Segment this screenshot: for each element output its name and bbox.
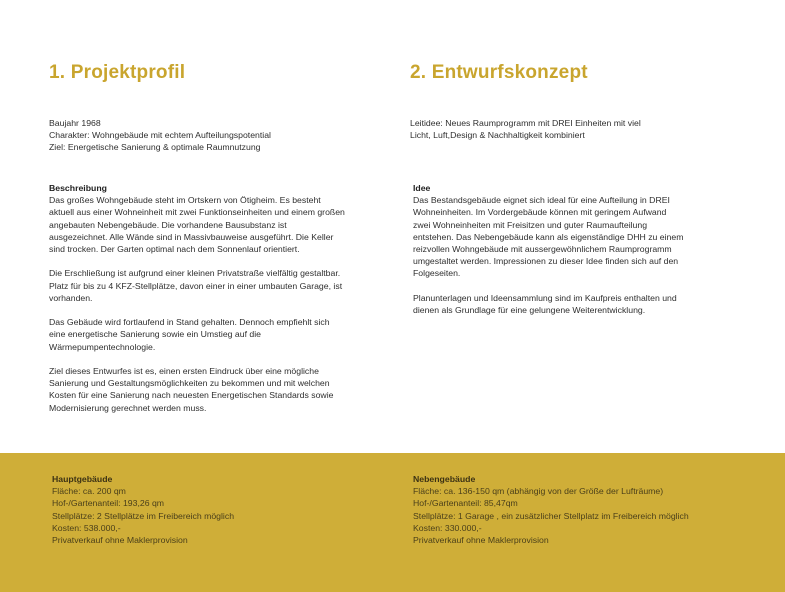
entwurfskonzept-heading: 2. Entwurfskonzept (410, 62, 588, 83)
hauptgebaeude-line: Fläche: ca. 200 qm (52, 486, 126, 497)
beschreibung-paragraph: Das großes Wohngebäude steht im Ortskern von Ötigheim. Es besteht aktuell aus einer Wohneinheit mit zwei Funktionseinheiten und einem großen angebauten Nebengebäude. Die vorhandene Bausubstanz ist ausgezeichnet. Alle Wände sind in Massivbauweise ausgeführt. Die Keller sind trocken. Der Garten optimal nach dem Sonnenlauf orientiert. (49, 195, 345, 255)
intro-line: Leitidee: Neues Raumprogramm mit DREI Einheiten mit viel (410, 118, 641, 128)
nebengebaeude-line: Hof-/Gartenanteil: 85,47qm (413, 498, 518, 509)
idee-section (413, 182, 685, 328)
projektprofil-heading: 1. Projektprofil (49, 62, 186, 83)
hauptgebaeude-line: Kosten: 538.000,- (52, 522, 121, 533)
nebengebaeude-title: Nebengebäude (413, 474, 476, 484)
idee-title: Idee (413, 183, 431, 193)
beschreibung-paragraph: Das Gebäude wird fortlaufend in Stand gehalten. Dennoch empfiehlt sich eine energetische Sanierung sowie ein Umstieg auf die Wärmepumpentechnologie. (49, 317, 330, 352)
intro-line: Baujahr 1968 (49, 118, 101, 128)
nebengebaeude-line: Fläche: ca. 136-150 qm (abhängig von der Größe der Lufträume) (413, 486, 664, 497)
intro-line: Charakter: Wohngebäude mit echtem Aufteilungspotential (49, 130, 271, 141)
beschreibung-title: Beschreibung (49, 183, 107, 193)
hauptgebaeude-line: Privatverkauf ohne Maklerprovision (52, 535, 188, 546)
beschreibung-section (49, 182, 347, 426)
hauptgebaeude-line: Stellplätze: 2 Stellplätze im Freibereich möglich (52, 510, 235, 521)
idee-paragraph: Das Bestandsgebäude eignet sich ideal für eine Aufteilung in DREI Wohneinheiten. Im Vordergebäude können mit geringem Aufwand zwei Wohneinheiten mit Freisitzen und guter Raumaufteilung entstehen. Das Nebengebäude kann als eigenständige DHH zu einem reizvollen Wohngebäude mit aussergewöhnlichem Raumprogramm umgestaltet werden. Impressionen zu dieser Idee finden sich auf den Folgeseiten. (413, 195, 684, 279)
hauptgebaeude-block (52, 473, 234, 546)
idee-paragraph: Planunterlagen und Ideensammlung sind im Kaufpreis enthalten und dienen als Grundlage für eine gelungene Weiterentwicklung. (413, 292, 677, 316)
entwurfskonzept-intro (410, 117, 710, 141)
nebengebaeude-line: Stellplätze: 1 Garage , ein zusätzlicher Stellplatz im Freibereich möglich (413, 510, 689, 521)
intro-line: Ziel: Energetische Sanierung & optimale Raumnutzung (49, 142, 261, 153)
intro-line: Licht, Luft,Design & Nachhaltigkeit kombiniert (410, 130, 585, 141)
nebengebaeude-line: Kosten: 330.000,- (413, 522, 482, 533)
hauptgebaeude-line: Hof-/Gartenanteil: 193,26 qm (52, 498, 165, 509)
footer-band (0, 453, 785, 592)
nebengebaeude-line: Privatverkauf ohne Maklerprovision (413, 535, 549, 546)
projektprofil-intro (49, 117, 349, 154)
hauptgebaeude-title: Hauptgebäude (52, 474, 113, 484)
nebengebaeude-block (413, 473, 689, 546)
beschreibung-paragraph: Ziel dieses Entwurfes ist es, einen ersten Eindruck über eine mögliche Sanierung und Gestaltungsmöglichkeiten zu bekommen und mit welchen Kosten für eine Sanierung nach neuesten Energetischen Standards sowie Modernisierung gerechnet werden muss. (49, 366, 334, 413)
beschreibung-paragraph: Die Erschließung ist aufgrund einer kleinen Privatstraße vielfältig gestaltbar. Platz für bis zu 4 KFZ-Stellplätze, davon einer in einer umbauten Garage, ist vorhanden. (49, 268, 343, 303)
